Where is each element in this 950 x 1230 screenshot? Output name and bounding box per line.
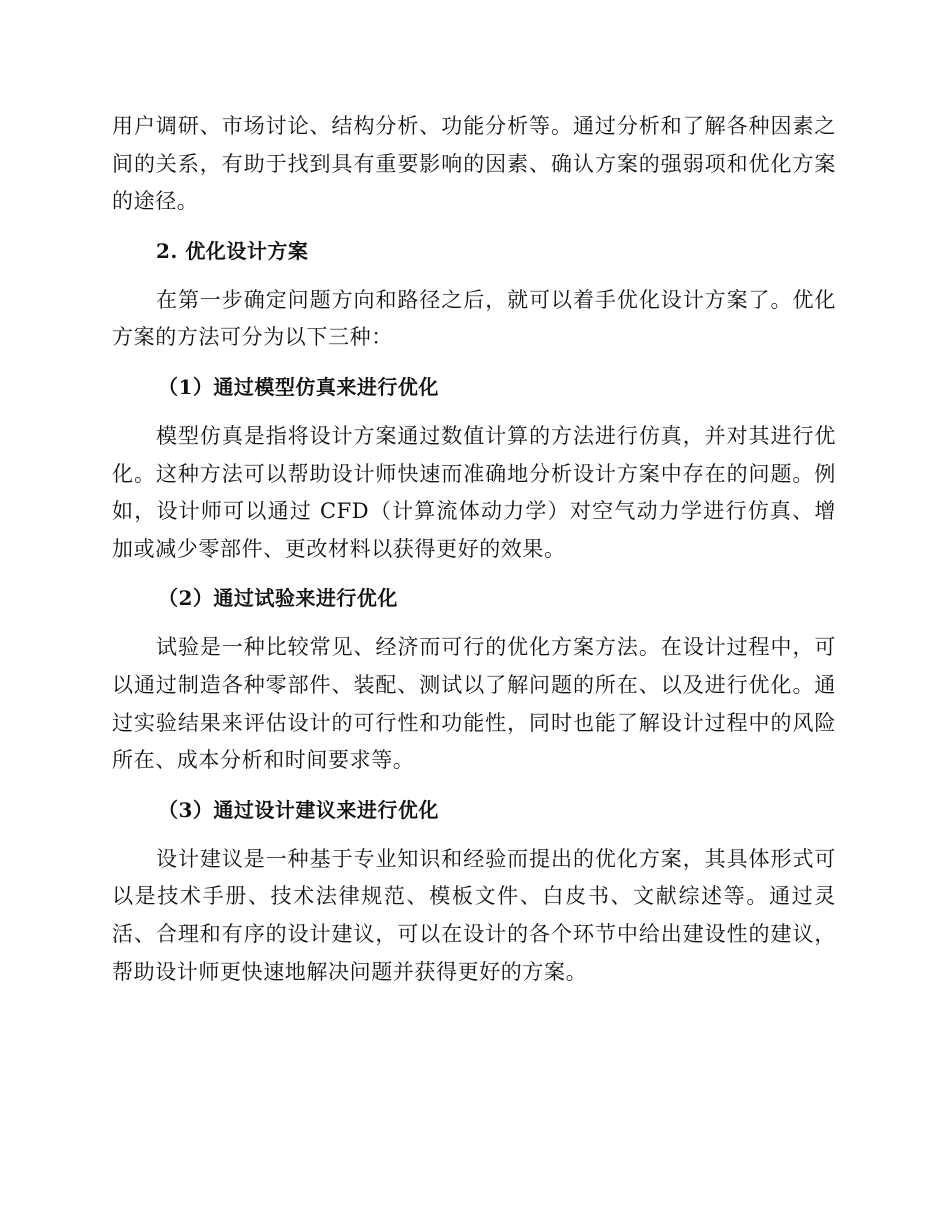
intro-paragraph: 用户调研、市场讨论、结构分析、功能分析等。通过分析和了解各种因素之间的关系，有助于找到具有重要影响的因素、确认方案的强弱项和优化方案的途径。 [112,114,836,214]
method-3-paragraph: 设计建议是一种基于专业知识和经验而提出的优化方案，其具体形式可以是技术手册、技术法律规范、模板文件、白皮书、文献综述等。通过灵活、合理和有序的设计建议，可以在设计的各个环节中给出建设性的建议，帮助设计师更快速地解决问题并获得更好的方案。 [112,846,836,984]
section-heading: 2. 优化设计方案 [156,238,309,263]
method-3-heading: （3）通过设计建议来进行优化 [158,797,439,822]
method-1-paragraph: 模型仿真是指将设计方案通过数值计算的方法进行仿真，并对其进行优化。这种方法可以帮助设计师快速而准确地分析设计方案中存在的问题。例如，设计师可以通过 CFD（计算流体动力学）对空气动力学进行仿真、增加或减少零部件、更改材料以获得更好的效果。 [112,423,836,561]
section-intro-paragraph: 在第一步确定问题方向和路径之后，就可以着手优化设计方案了。优化方案的方法可分为以下三种： [112,287,836,350]
method-2-heading: （2）通过试验来进行优化 [158,586,398,611]
document-body [112,108,836,1003]
method-2-paragraph: 试验是一种比较常见、经济而可行的优化方案方法。在设计过程中，可以通过制造各种零部件、装配、测试以了解问题的所在、以及进行优化。通过实验结果来评估设计的可行性和功能性，同时也能了解设计过程中的风险所在、成本分析和时间要求等。 [112,635,836,773]
method-1-heading: （1）通过模型仿真来进行优化 [158,374,439,399]
